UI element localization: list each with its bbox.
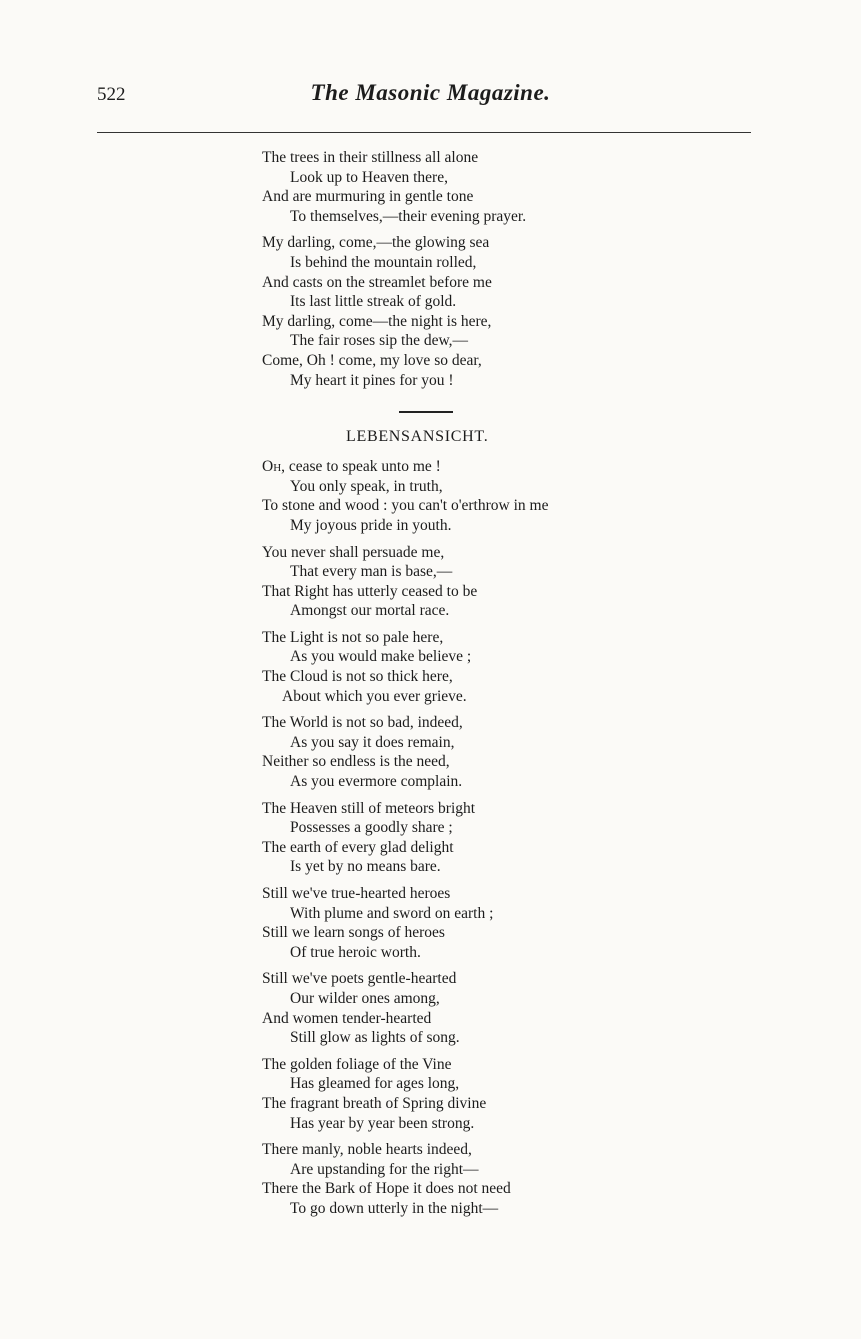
verse-line: Possesses a goodly share ;	[290, 819, 453, 837]
verse-line: Amongst our mortal race.	[290, 602, 450, 620]
verse-line: As you would make believe ;	[290, 648, 472, 666]
verse-line: Still glow as lights of song.	[290, 1029, 460, 1047]
verse-line: The Light is not so pale here,	[262, 628, 444, 646]
verse-line: To stone and wood : you can't o'erthrow in me	[262, 497, 549, 515]
verse-line: The golden foliage of the Vine	[262, 1055, 452, 1073]
verse-line: With plume and sword on earth ;	[290, 904, 494, 922]
running-title: The Masonic Magazine.	[310, 80, 551, 105]
verse-line: You only speak, in truth,	[290, 477, 443, 495]
poem-1	[262, 148, 682, 390]
verse-line: And are murmuring in gentle tone	[262, 188, 474, 206]
verse-line: My joyous pride in youth.	[290, 516, 452, 534]
poem-2	[262, 457, 682, 1218]
verse-line: The World is not so bad, indeed,	[262, 714, 463, 732]
verse-line: That Right has utterly ceased to be	[262, 582, 478, 600]
verse-line: There manly, noble hearts indeed,	[262, 1141, 472, 1159]
poem2-stanza	[262, 969, 682, 1047]
verse-line: Come, Oh ! come, my love so dear,	[262, 351, 482, 369]
verse-line: My darling, come,—the glowing sea	[262, 234, 490, 252]
verse-line: The fragrant breath of Spring divine	[262, 1094, 487, 1112]
verse-line: And casts on the streamlet before me	[262, 273, 492, 291]
verse-line: As you say it does remain,	[290, 733, 455, 751]
verse-line: To go down utterly in the night—	[290, 1199, 499, 1217]
verse-line: Still we've true-hearted heroes	[262, 885, 451, 902]
verse-line: That every man is base,—	[290, 563, 453, 581]
verse-line: The trees in their stillness all alone	[262, 149, 479, 166]
poem2-stanza	[262, 628, 682, 706]
verse-line: Has year by year been strong.	[290, 1114, 475, 1132]
poem2-stanza	[262, 1140, 682, 1218]
page-number: 522	[97, 84, 126, 105]
verse-line: The Heaven still of meteors bright	[262, 799, 476, 817]
verse-line: To themselves,—their evening prayer.	[290, 207, 527, 225]
verse-line: Look up to Heaven there,	[290, 168, 448, 186]
poem2-stanza	[262, 543, 682, 621]
poem2-stanza	[262, 457, 682, 535]
verse-line: The fair roses sip the dew,—	[290, 332, 469, 350]
verse-line: My heart it pines for you !	[290, 371, 454, 389]
verse-line: Its last little streak of gold.	[290, 293, 457, 311]
section-separator	[399, 411, 453, 413]
verse-line: About which you ever grieve.	[282, 687, 467, 705]
verse-line: There the Bark of Hope it does not need	[262, 1180, 511, 1198]
poem-title: LEBENSANSICHT.	[346, 428, 489, 446]
poem2-stanza	[262, 799, 682, 877]
verse-line: Our wilder ones among,	[290, 989, 440, 1007]
verse-line: Has gleamed for ages long,	[290, 1075, 460, 1093]
verse-line: My darling, come—the night is here,	[262, 312, 492, 330]
verse-line: Is behind the mountain rolled,	[290, 253, 477, 271]
poem2-stanza	[262, 713, 682, 791]
drop-word: Oh,	[262, 458, 286, 476]
poem1-stanza	[262, 233, 682, 390]
verse-line: Are upstanding for the right—	[290, 1160, 479, 1178]
verse-line: The Cloud is not so thick here,	[262, 668, 453, 686]
verse-line: Still we learn songs of heroes	[262, 924, 445, 942]
verse-line	[262, 457, 682, 477]
verse-line: You never shall persuade me,	[262, 543, 445, 561]
text-column	[262, 148, 682, 1226]
verse-line: Still we've poets gentle-hearted	[262, 970, 457, 988]
verse-line: Is yet by no means bare.	[290, 858, 441, 876]
verse-line: The earth of every glad delight	[262, 838, 454, 856]
poem1-stanza	[262, 148, 682, 226]
verse-line: Of true heroic worth.	[290, 943, 421, 961]
poem2-stanza	[262, 884, 682, 962]
verse-line: And women tender-hearted	[262, 1009, 432, 1027]
header-rule	[97, 132, 751, 133]
verse-line: As you evermore complain.	[290, 773, 463, 791]
first-line-rest: cease to speak unto me !	[285, 458, 441, 476]
verse-line: Neither so endless is the need,	[262, 753, 450, 771]
poem2-stanza	[262, 1055, 682, 1133]
